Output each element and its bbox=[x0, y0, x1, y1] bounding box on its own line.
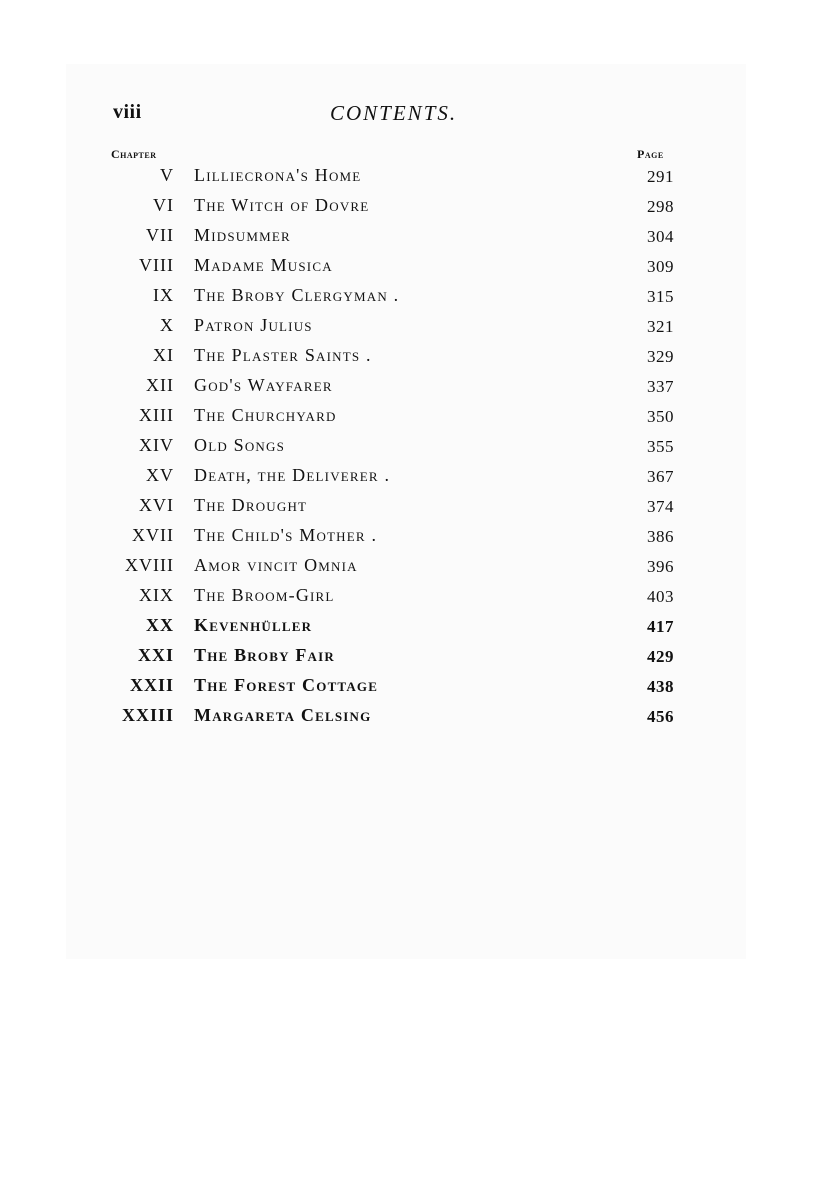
page-number: 367 bbox=[647, 467, 674, 486]
page-number: 309 bbox=[647, 257, 674, 276]
chapter-number: XI bbox=[153, 345, 174, 365]
page-number: 403 bbox=[647, 587, 674, 606]
page-number: 374 bbox=[647, 497, 674, 516]
chapter-title: The Plaster Saints . bbox=[194, 345, 372, 365]
toc-entry-v bbox=[0, 161, 840, 191]
chapter-title: Kevenhüller bbox=[194, 615, 313, 635]
chapter-number: XXII bbox=[129, 675, 174, 695]
toc-entry-xx bbox=[0, 611, 840, 641]
toc-entry-ix bbox=[0, 281, 840, 311]
chapter-title: Midsummer bbox=[194, 225, 291, 245]
chapter-number: V bbox=[160, 165, 174, 185]
page-folio: viii bbox=[113, 101, 142, 123]
chapter-number: VIII bbox=[139, 255, 174, 275]
toc-entry-xix bbox=[0, 581, 840, 611]
page-number: 291 bbox=[647, 167, 674, 186]
chapter-title: The Broby Clergyman . bbox=[194, 285, 400, 305]
page-number: 438 bbox=[647, 677, 674, 696]
page-number: 304 bbox=[647, 227, 674, 246]
chapter-number: XX bbox=[146, 615, 174, 635]
toc-entry-xvi bbox=[0, 491, 840, 521]
chapter-title: Old Songs bbox=[194, 435, 286, 455]
page-number: 386 bbox=[647, 527, 674, 546]
chapter-title: The Broom-Girl bbox=[194, 585, 335, 605]
chapter-title: Margareta Celsing bbox=[194, 705, 372, 725]
chapter-number: XII bbox=[146, 375, 174, 395]
chapter-title: The Churchyard bbox=[194, 405, 337, 425]
chapter-title: Patron Julius bbox=[194, 315, 313, 335]
running-head: CONTENTS. bbox=[330, 101, 458, 125]
chapter-number: XVIII bbox=[125, 555, 174, 575]
chapter-number: XVII bbox=[132, 525, 174, 545]
chapter-number: XV bbox=[146, 465, 174, 485]
toc-entry-xviii bbox=[0, 551, 840, 581]
toc-entry-xii bbox=[0, 371, 840, 401]
chapter-number: XIV bbox=[139, 435, 174, 455]
chapter-column-label: Chapter bbox=[111, 147, 157, 161]
page-number: 350 bbox=[647, 407, 674, 426]
chapter-title: The Child's Mother . bbox=[194, 525, 378, 545]
toc-entry-xvii bbox=[0, 521, 840, 551]
toc-entry-xiii bbox=[0, 401, 840, 431]
toc-entry-x bbox=[0, 311, 840, 341]
chapter-number: XIII bbox=[139, 405, 174, 425]
toc-entry-vii bbox=[0, 221, 840, 251]
page-number: 396 bbox=[647, 557, 674, 576]
toc-entry-xv bbox=[0, 461, 840, 491]
toc-entry-xxi bbox=[0, 641, 840, 671]
page-number: 429 bbox=[647, 647, 674, 666]
page-number: 321 bbox=[647, 317, 674, 336]
chapter-title: The Broby Fair bbox=[194, 645, 335, 665]
chapter-title: The Forest Cottage bbox=[194, 675, 379, 695]
chapter-number: XXIII bbox=[121, 705, 174, 725]
chapter-number: XXI bbox=[137, 645, 174, 665]
chapter-title: Amor vincit Omnia bbox=[194, 555, 358, 575]
chapter-title: God's Wayfarer bbox=[194, 375, 333, 395]
page-number: 456 bbox=[647, 707, 674, 726]
chapter-title: The Drought bbox=[194, 495, 308, 515]
chapter-number: XVI bbox=[139, 495, 174, 515]
toc-entry-xxii bbox=[0, 671, 840, 701]
toc-entry-xiv bbox=[0, 431, 840, 461]
page-number: 337 bbox=[647, 377, 674, 396]
chapter-title: Death, the Deliverer . bbox=[194, 465, 391, 485]
chapter-number: VII bbox=[146, 225, 174, 245]
chapter-number: X bbox=[160, 315, 174, 335]
page-number: 329 bbox=[647, 347, 674, 366]
chapter-title: The Witch of Dovre bbox=[194, 195, 370, 215]
table-of-contents bbox=[0, 161, 840, 731]
chapter-number: XIX bbox=[139, 585, 174, 605]
toc-entry-viii bbox=[0, 251, 840, 281]
page-column-label: Page bbox=[637, 147, 664, 161]
toc-entry-vi bbox=[0, 191, 840, 221]
page-number: 298 bbox=[647, 197, 674, 216]
page-number: 355 bbox=[647, 437, 674, 456]
toc-entry-xxiii bbox=[0, 701, 840, 731]
chapter-number: IX bbox=[153, 285, 174, 305]
chapter-title: Madame Musica bbox=[194, 255, 333, 275]
chapter-number: VI bbox=[153, 195, 174, 215]
toc-entry-xi bbox=[0, 341, 840, 371]
chapter-title: Lilliecrona's Home bbox=[194, 165, 362, 185]
page-number: 315 bbox=[647, 287, 674, 306]
page-number: 417 bbox=[647, 617, 674, 636]
